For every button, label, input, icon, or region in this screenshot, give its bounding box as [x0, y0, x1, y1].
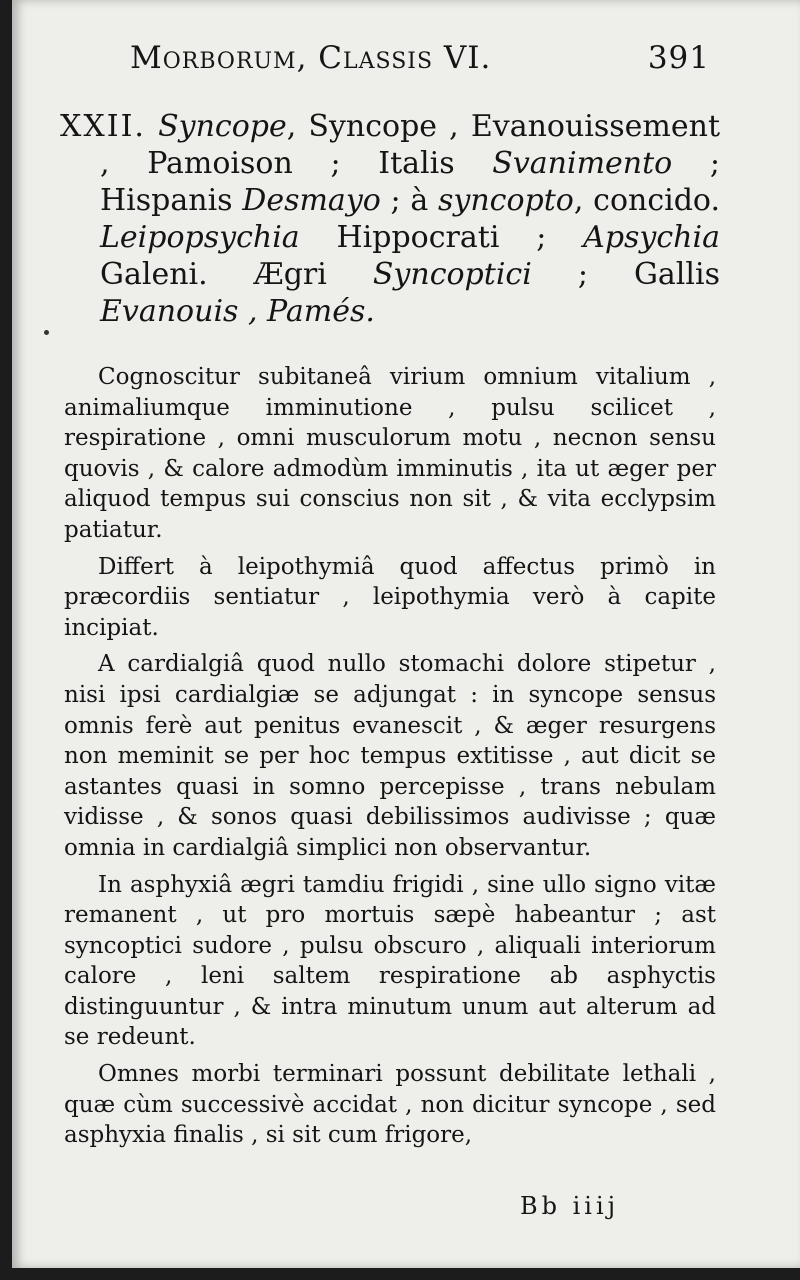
ink-speck	[44, 330, 49, 335]
paragraph-termination: Omnes morbi terminari possunt debilitate lethali , quæ cùm successivè accidat , non dicitur syncope , sed asphyxia finalis , si sit cum frigore,	[64, 1061, 716, 1149]
signature-mark: Bb iiij	[520, 1192, 620, 1220]
term-leipopsychia: Leipopsychia	[100, 220, 300, 255]
entry-text: , Syncope , Evanouissement , Pamoison ; Italis	[100, 109, 720, 181]
paragraph-leipothymia: Differt à leipothymiâ quod affectus primò in præcordiis sentiatur , leipothymia verò à capite incipiat.	[64, 553, 716, 641]
running-head	[130, 40, 710, 80]
body-text	[64, 362, 716, 1157]
running-head-title: Morborum, Classis VI.	[130, 40, 492, 76]
entry-text: Galeni. Ægri	[100, 257, 373, 292]
paragraph-cardialgia: A cardialgiâ quod nullo stomachi dolore stipetur , nisi ipsi cardialgiæ se adjungat : in syncope sensus omnis ferè aut penitus evanescit , & æger resurgens non meminit se per hoc tempus extitisse , aut dicit se astantes quasi in somno percepisse , trans nebulam vidisse , & sonos quasi debilissimos audivisse ; quæ omnia in cardialgiâ simplici non observantur.	[64, 651, 716, 861]
entry-text: Hippocrati ;	[299, 220, 584, 255]
term-syncope: Syncope	[158, 109, 287, 144]
entry-text: , concido.	[573, 183, 720, 218]
book-page	[12, 0, 800, 1268]
paragraph-definition: Cognoscitur subitaneâ virium omnium vitalium , animaliumque imminutione , pulsu scilicet , respiratione , omni musculorum motu , necnon sensu quovis , & calore admodùm imminutis , ita ut æger per aliquod tempus sui conscius non sit , & vita ecclypsim patiatur.	[64, 364, 716, 543]
term-evanouis: Evanouis , Pamés.	[100, 294, 375, 329]
disease-entry-heading	[60, 108, 720, 330]
entry-number: XXII.	[60, 109, 146, 144]
term-svanimento: Svanimento	[492, 146, 673, 181]
paragraph-asphyxia: In asphyxiâ ægri tamdiu frigidi , sine ullo signo vitæ remanent , ut pro mortuis sæpè habeantur ; ast syncoptici sudore , pulsu obscuro , aliquali interiorum calore , leni saltem respiratione ab asphyctis distinguuntur , & intra minutum unum aut alterum ad se redeunt.	[64, 871, 716, 1051]
entry-text: ; à	[380, 183, 439, 218]
term-apsychia: Apsychia	[583, 220, 720, 255]
term-desmayo: Desmayo	[242, 183, 381, 218]
term-syncoptici: Syncoptici	[372, 257, 532, 292]
entry-synonyms	[60, 108, 720, 330]
page-number: 391	[647, 40, 710, 76]
term-syncopto: syncopto	[438, 183, 574, 218]
entry-text: ; Hispanis	[100, 146, 720, 218]
entry-text: ; Gallis	[531, 257, 720, 292]
